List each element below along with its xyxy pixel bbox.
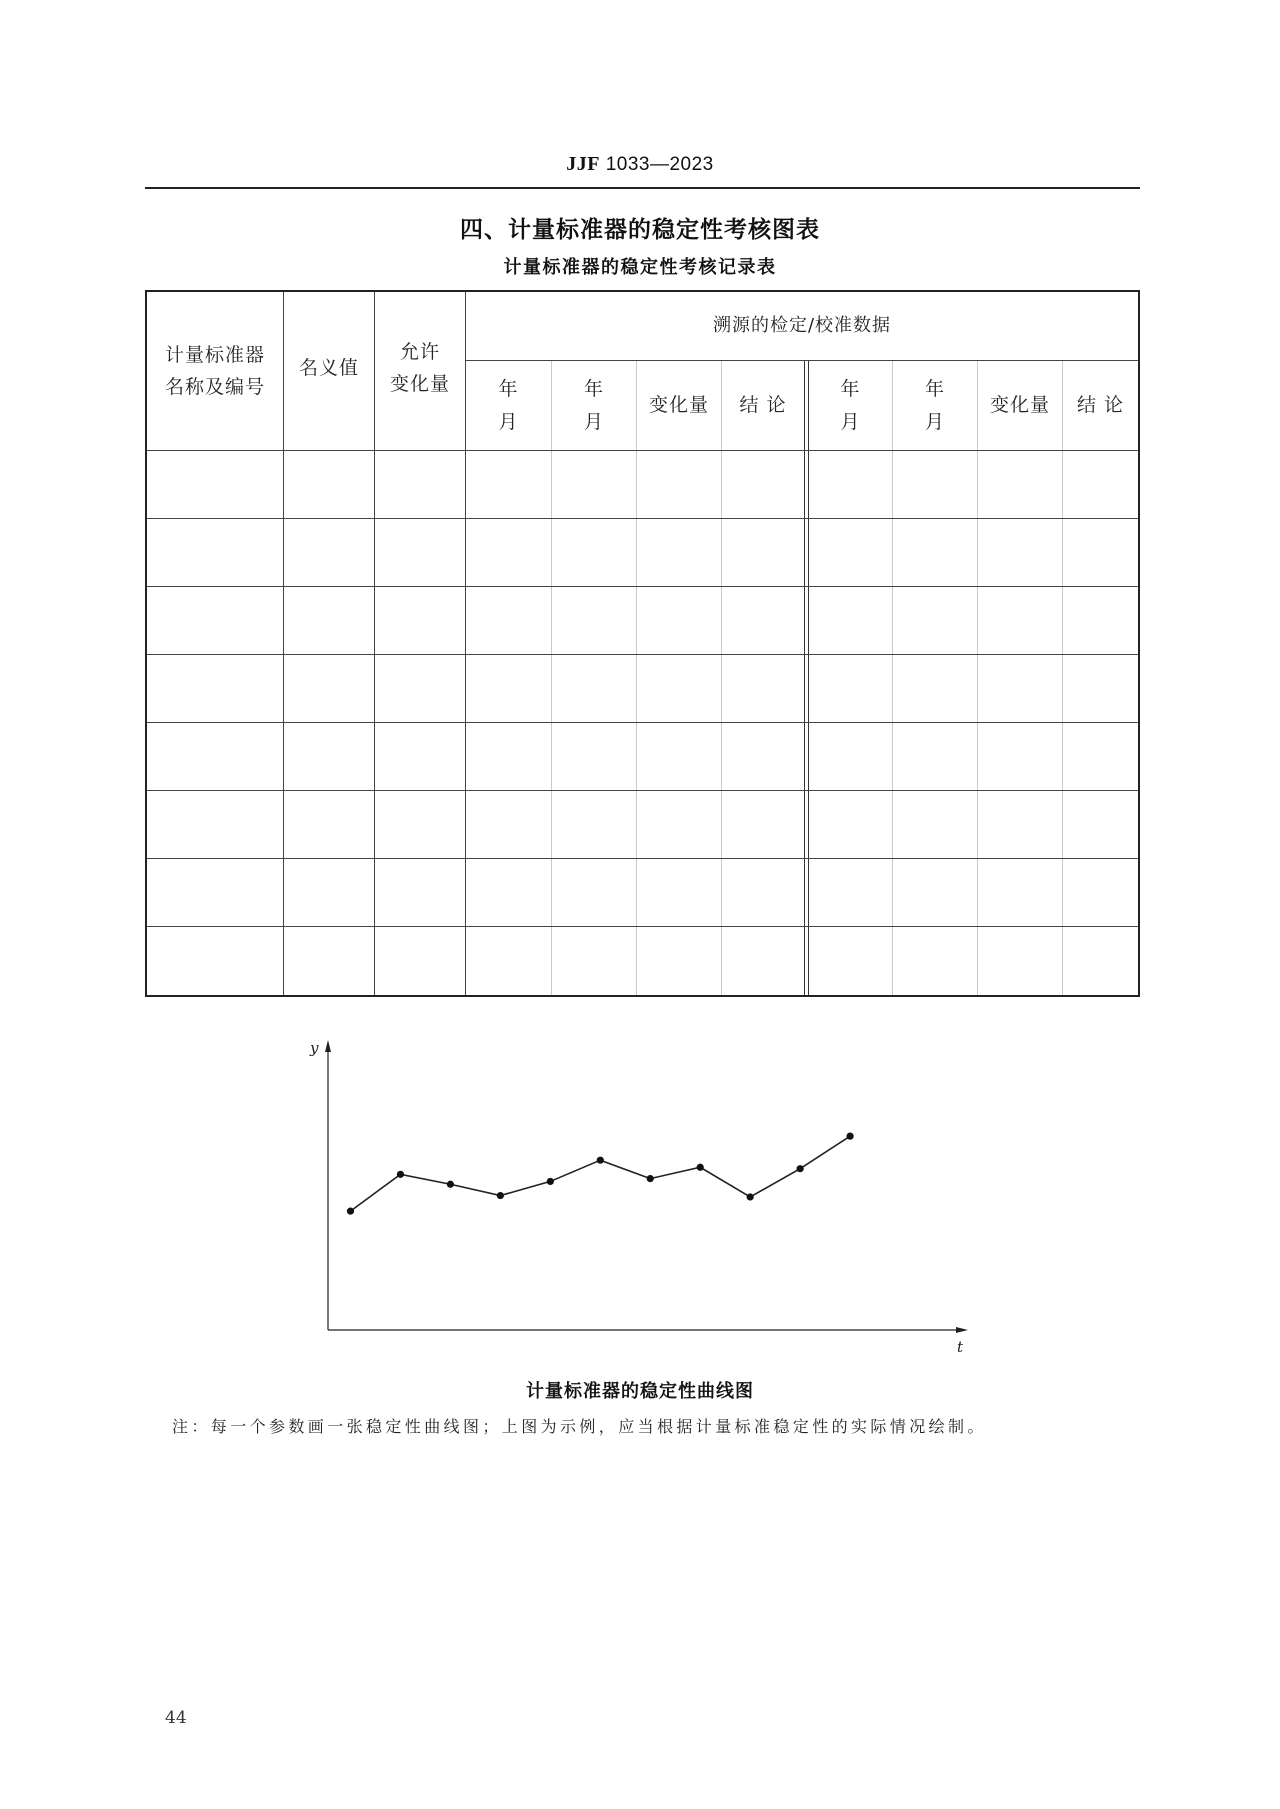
- header-date-3: 年 月: [840, 378, 861, 433]
- header-date-2: 年 月: [583, 378, 604, 433]
- x-axis-label: t: [957, 1338, 964, 1356]
- header-standard-name: 计量标准器 名称及编号: [164, 343, 265, 398]
- data-point: [597, 1157, 604, 1164]
- series-layer: [347, 1133, 854, 1215]
- table-hline: [147, 722, 1138, 723]
- table-vline-double: [804, 360, 805, 995]
- header-rule: [145, 187, 1140, 189]
- header-conclusion-1: 结 论: [739, 394, 787, 417]
- data-point: [846, 1133, 853, 1140]
- header-change-2: 变化量: [989, 394, 1050, 417]
- table-vline-double: [808, 360, 809, 995]
- stability-chart: [300, 1035, 1000, 1365]
- table-hline: [147, 586, 1138, 587]
- table-hline: [147, 790, 1138, 791]
- standard-code: [0, 153, 1280, 176]
- series-line: [350, 1136, 850, 1211]
- table-hline: [147, 654, 1138, 655]
- data-point: [347, 1208, 354, 1215]
- section-title: 四、计量标准器的稳定性考核图表: [460, 217, 820, 243]
- stability-record-table: [145, 290, 1140, 997]
- header-change-1: 变化量: [648, 394, 709, 417]
- table-vline: [551, 360, 552, 995]
- data-point: [647, 1175, 654, 1182]
- stability-chart-svg: [300, 1035, 1000, 1365]
- chart-caption: 计量标准器的稳定性曲线图: [526, 1381, 754, 1402]
- data-point: [547, 1178, 554, 1185]
- data-point: [797, 1165, 804, 1172]
- table-vline: [892, 360, 893, 995]
- header-allowed-change: 允许 变化量: [389, 341, 450, 396]
- data-point: [497, 1192, 504, 1199]
- y-axis-arrow: [325, 1040, 331, 1052]
- header-date-4: 年 月: [924, 378, 945, 433]
- data-point: [697, 1164, 704, 1171]
- table-vline: [1062, 360, 1063, 995]
- header-nominal-value: 名义值: [298, 357, 359, 379]
- data-point: [447, 1181, 454, 1188]
- y-axis-label: y: [310, 1039, 319, 1057]
- table-vline: [721, 360, 722, 995]
- standard-code-prefix: JJF: [566, 153, 600, 175]
- data-point: [747, 1193, 754, 1200]
- standard-code-number: 1033—2023: [605, 154, 714, 175]
- note-text: 注：每一个参数画一张稳定性曲线图；上图为示例，应当根据计量标准稳定性的实际情况绘制。: [172, 1417, 987, 1436]
- header-conclusion-2: 结 论: [1076, 394, 1125, 417]
- table-hline: [147, 926, 1138, 927]
- table-hline: [147, 858, 1138, 859]
- table-hline: [147, 518, 1138, 519]
- table-hline: [147, 450, 1138, 451]
- header-date-1: 年 月: [498, 378, 519, 433]
- header-traceability-data: 溯源的检定/校准数据: [712, 314, 892, 336]
- x-axis-arrow: [956, 1327, 968, 1333]
- page-number: 44: [165, 1708, 187, 1728]
- table-vline: [977, 360, 978, 995]
- table-title: 计量标准器的稳定性考核记录表: [503, 257, 777, 278]
- data-point: [397, 1171, 404, 1178]
- table-vline: [636, 360, 637, 995]
